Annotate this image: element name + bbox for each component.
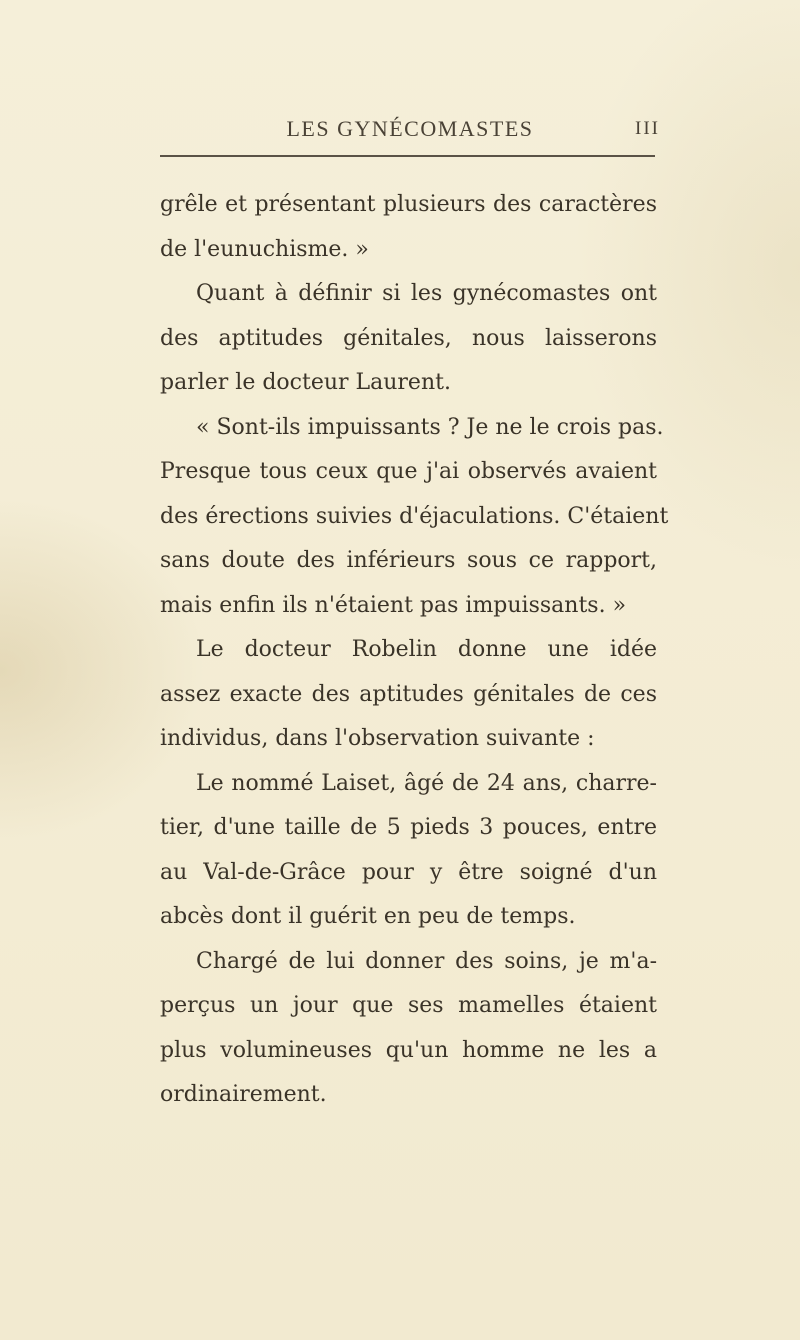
text-line: assez exacte des aptitudes génitales de ces <box>160 681 657 707</box>
page-number: III <box>635 118 660 139</box>
text-line: de l'eunuchisme. » <box>160 236 369 262</box>
running-title: LES GYNÉCOMASTES <box>286 116 534 141</box>
text-line: sans doute des inférieurs sous ce rapport, <box>160 548 657 573</box>
text-line: Chargé de lui donner des soins, je m'a- <box>196 948 657 974</box>
text-line: ordinairement. <box>160 1082 327 1107</box>
text-line: Le nommé Laiset, âgé de 24 ans, charre- <box>196 770 657 796</box>
text-line: Quant à définir si les gynécomastes ont <box>196 281 657 306</box>
text-line: individus, dans l'observation suivante : <box>160 726 595 751</box>
text-line: Le docteur Robelin donne une idée <box>196 637 657 662</box>
body-text <box>160 183 669 1118</box>
text-line: des érections suivies d'éjaculations. C'étaient <box>160 503 669 529</box>
text-line: abcès dont il guérit en peu de temps. <box>160 904 576 929</box>
text-line: Presque tous ceux que j'ai observés avaient <box>160 459 657 484</box>
text-line: des aptitudes génitales, nous laisserons <box>160 325 657 351</box>
text-line: perçus un jour que ses mamelles étaient <box>160 993 657 1018</box>
text-line: « Sont-ils impuissants ? Je ne le crois pas. <box>196 414 664 440</box>
text-line: plus volumineuses qu'un homme ne les a <box>160 1037 657 1063</box>
running-head <box>160 116 660 144</box>
text-line: au Val-de-Grâce pour y être soigné d'un <box>160 859 657 885</box>
text-line: grêle et présentant plusieurs des caractères <box>160 192 657 217</box>
header-rule <box>160 155 655 157</box>
text-line: tier, d'une taille de 5 pieds 3 pouces, entre <box>160 815 657 840</box>
text-line: parler le docteur Laurent. <box>160 370 451 395</box>
text-line: mais enfin ils n'étaient pas impuissants. » <box>160 592 627 618</box>
